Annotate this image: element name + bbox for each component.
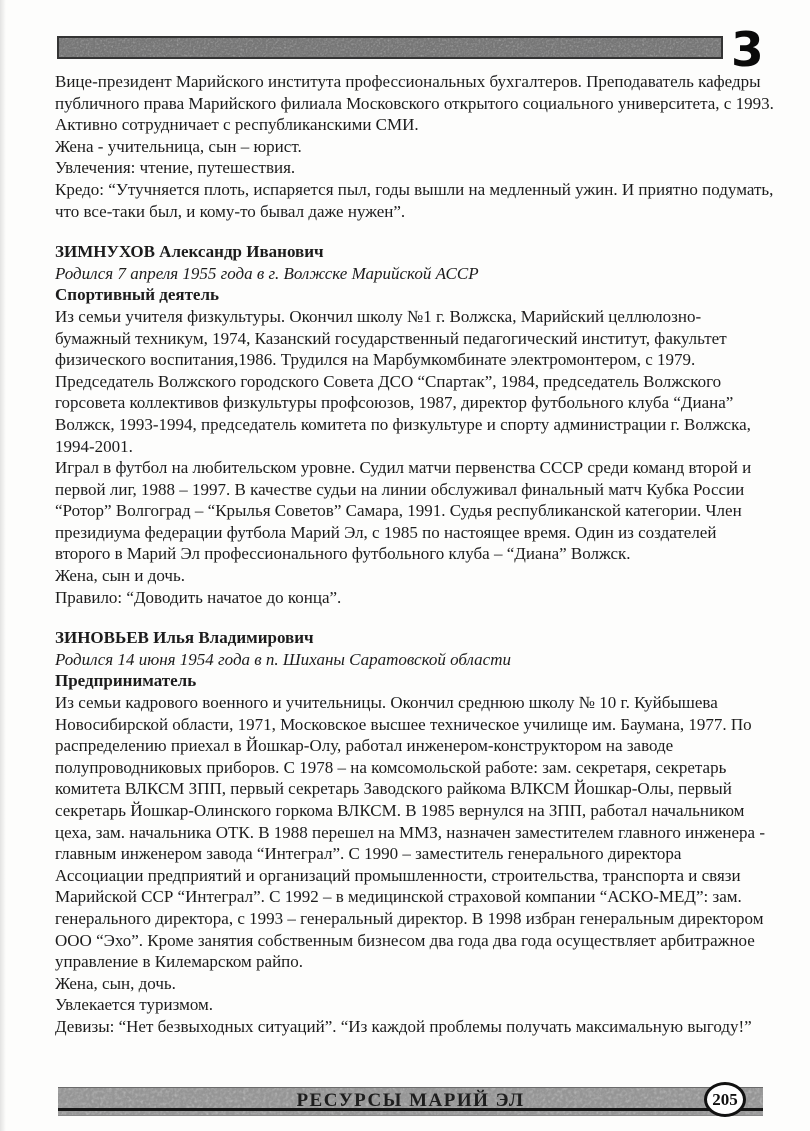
hobbies-line: Увлечения: чтение, путешествия. [55,158,296,178]
footer-running-title: РЕСУРСЫ МАРИЙ ЭЛ [296,1090,525,1111]
family-line: Жена - учительница, сын – юрист. [55,136,302,156]
bio-paragraph: Вице-президент Марийского института профессиональных бухгалтеров. Преподаватель кафедры публичного права Марийского филиала Московского открытого социального университета, с 1993. Активно сотрудничает с республиканскими СМИ. [55,72,774,135]
bio-paragraph: Играл в футбол на любительском уровне. Судил матчи первенства СССР среди команд второй и первой лиг, 1988 – 1997. В качестве судьи на линии обслуживал финальный матч Кубка России “Ротор” Волгоград – “Крылья Советов” Самара, 1991. Судья республиканской категории. Член президиума федерации футбола Марий Эл, с 1985 по настоящее время. Один из создателей второго в Марий Эл профессионального футбольного клуба – “Диана” Волжск. [55,458,752,564]
occupation-line: Спортивный деятель [55,285,220,305]
entry-zimnukhov [55,241,774,608]
header-texture [59,38,721,57]
entry-continuation [55,71,774,222]
bio-paragraph: Из семьи кадрового военного и учительницы. Окончил среднюю школу № 10 г. Куйбышева Новосибирской области, 1971, Московское высшее техническое училище им. Баумана, 1977. По распределению приехал в Йошкар-Олу, работал инженером-конструктором на заводе полупроводниковых приборов. С 1978 – на комсомольской работе: зам. секретаря, секретарь комитета ВЛКСМ ЗПП, первый секретарь Заводского райкома ВЛКСМ Йошкар-Олы, первый секретарь Йошкар-Олинского горкома ВЛКСМ. В 1985 вернулся на ЗПП, работал начальником цеха, зам. начальника ОТК. В 1988 перешел на ММЗ, назначен заместителем главного инженера - главным инженером завода “Интеграл”. С 1990 – заместитель генерального директора Ассоциации предприятий и организаций промышленности, строительства, транспорта и связи Марийской ССР “Интеграл”. С 1992 – в медицинской страховой компании “АСКО-МЕД”: зам. генерального директора, с 1993 – генеральный директор. В 1998 избран генеральным директором ООО “Эхо”. Кроме занятия собственным бизнесом два года два года осуществляет арбитражное управление в Килемарском райпо. [55,693,765,972]
credo-line: Кредо: “Утучняется плоть, испаряется пыл, годы вышли на медленный ужин. И приятно подумать, что все-таки был, и кому-то бывал даже нужен”. [55,179,774,221]
motto-line: Правило: “Доводить начатое до конца”. [55,587,342,607]
birth-line: Родился 14 июня 1954 года в п. Шиханы Саратовской области [55,649,512,669]
chapter-number: 3 [731,23,764,78]
footer-rule-bar [58,1087,763,1116]
text-column [55,71,774,1038]
bio-paragraph: Из семьи учителя физкультуры. Окончил школу №1 г. Волжска, Марийский целлюлозно-бумажный техникум, 1974, Казанский государственный педагогический институт, факультет физического воспитания,1986. Трудился на Марбумкомбинате электромонтером, с 1979. Председатель Волжского городского Совета ДСО “Спартак”, 1984, председатель Волжского горсовета коллективов физкультуры профсоюзов, 1987, директор футбольного клуба “Диана” Волжск, 1993-1994, председатель комитета по физкультуре и спорту администрации г. Волжска, 1994-2001. [55,306,751,456]
entry-name: ЗИМНУХОВ Александр Иванович [55,242,324,262]
page-number: 205 [712,1089,738,1109]
entry-zinovyev [55,627,774,1037]
occupation-line: Предприниматель [55,671,197,691]
family-line: Жена, сын и дочь. [55,566,185,586]
hobbies-line: Увлекается туризмом. [55,995,214,1015]
page-number-badge [704,1082,746,1117]
motto-line: Девизы: “Нет безвыходных ситуаций”. “Из каждой проблемы получать максимальную выгоду!” [55,1016,752,1036]
family-line: Жена, сын, дочь. [55,973,176,993]
header-rule-bar [57,36,723,59]
entry-name: ЗИНОВЬЕВ Илья Владимирович [55,628,314,648]
birth-line: Родился 7 апреля 1955 года в г. Волжске Марийской АССР [55,263,479,283]
